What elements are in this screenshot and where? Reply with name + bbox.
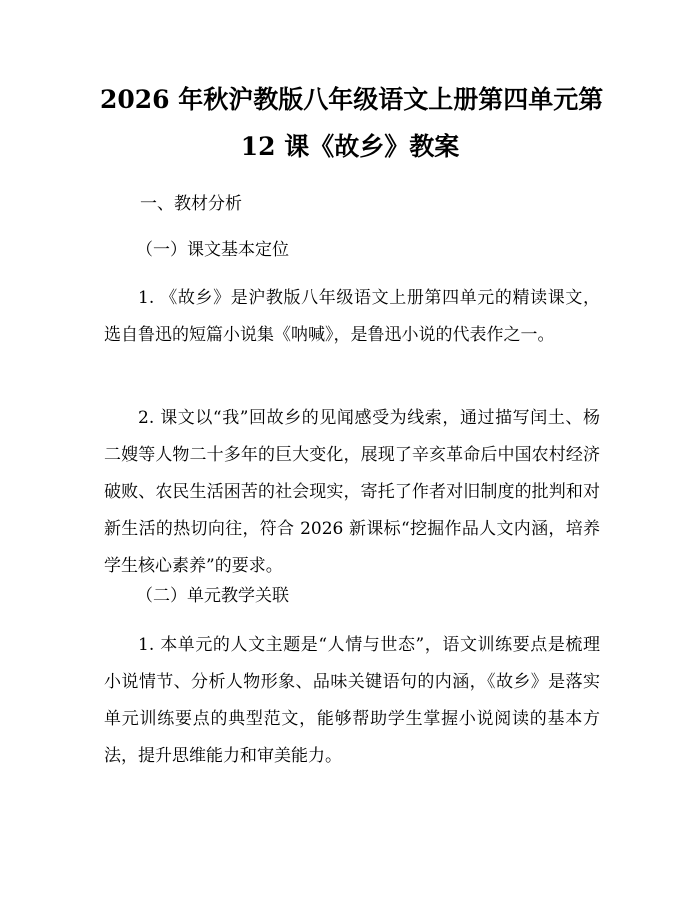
paragraph-2: 2. 课文以“我”回故乡的见闻感受为线索，通过描写闰土、杨二嫂等人物二十多年的巨大变化，展现了辛亥革命后中国农村经济破败、农民生活困苦的社会现实，寄托了作者对旧制度的批判和对新生活的热切向往，符合 2026 新课标“挖掘作品人文内涵，培养学生核心素养”的要求。 xyxy=(104,408,600,576)
document-title-line-1: 2026 年秋沪教版八年级语文上册第四单元第 xyxy=(100,85,604,114)
paragraph-1: 1. 《故乡》是沪教版八年级语文上册第四单元的精读课文，选自鲁迅的短篇小说集《呐喊》，是鲁迅小说的代表作之一。 xyxy=(104,288,600,345)
section-heading-textbook-analysis: 一、教材分析 xyxy=(140,194,242,214)
paragraph-3: 1. 本单元的人文主题是“人情与世态”，语文训练要点是梳理小说情节、分析人物形象、品味关键语句的内涵，《故乡》是落实单元训练要点的典型范文，能够帮助学生掌握小说阅读的基本方法，提升思维能力和审美能力。 xyxy=(104,635,600,766)
subsection-heading-text-positioning: （一）课文基本定位 xyxy=(136,240,289,260)
document-title-line-2: 12 课《故乡》教案 xyxy=(240,132,460,161)
subsection-heading-unit-teaching-link: （二）单元教学关联 xyxy=(136,586,289,606)
